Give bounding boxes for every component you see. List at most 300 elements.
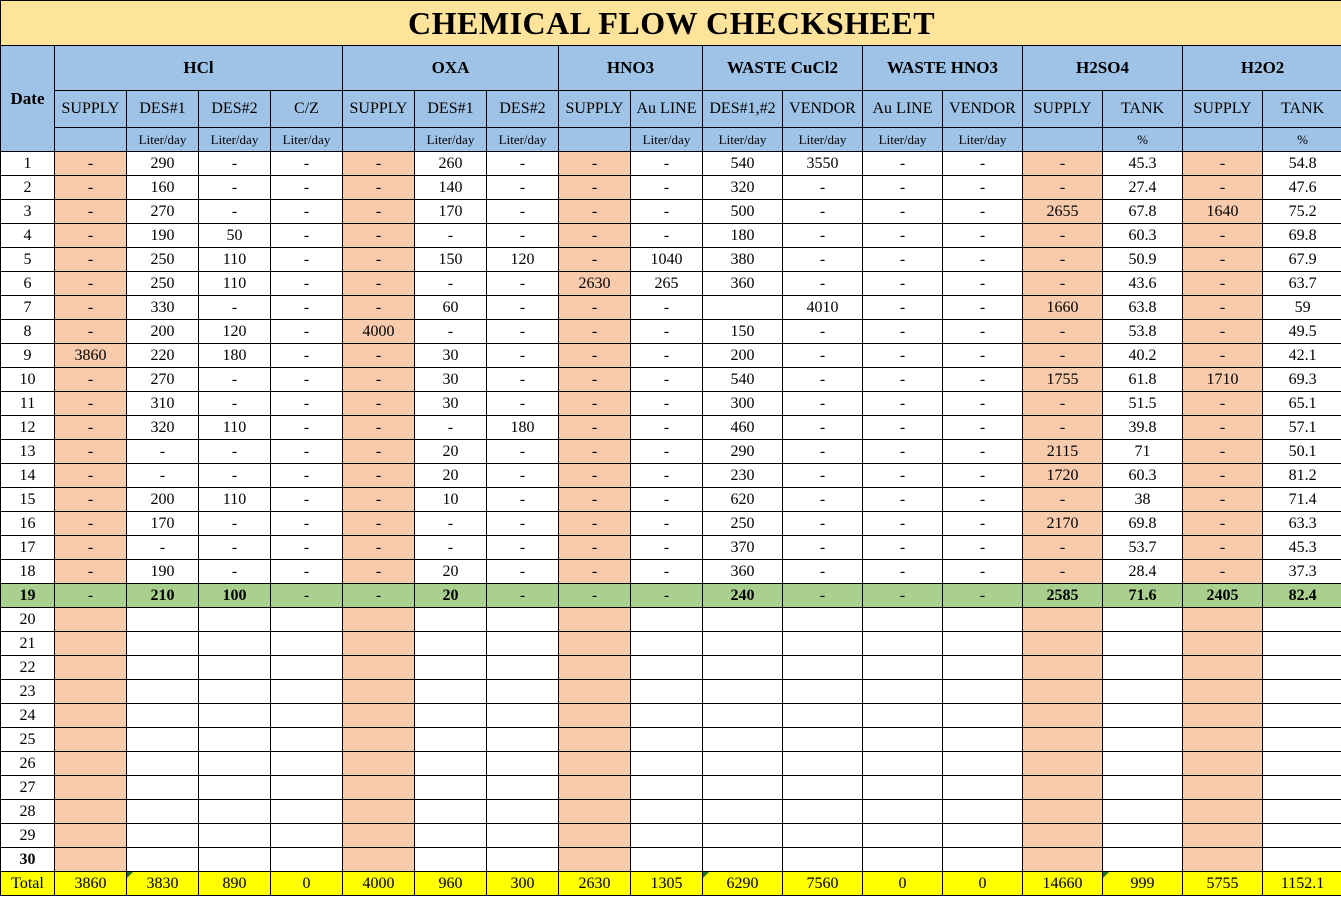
data-cell[interactable] bbox=[1103, 824, 1183, 848]
data-cell[interactable] bbox=[127, 728, 199, 752]
data-cell[interactable]: 260 bbox=[415, 152, 487, 176]
data-cell[interactable]: 20 bbox=[415, 584, 487, 608]
data-cell[interactable]: - bbox=[631, 440, 703, 464]
data-cell[interactable]: - bbox=[783, 440, 863, 464]
data-cell[interactable] bbox=[271, 656, 343, 680]
data-cell[interactable] bbox=[631, 848, 703, 872]
data-cell[interactable] bbox=[1103, 776, 1183, 800]
data-cell[interactable]: - bbox=[343, 224, 415, 248]
data-cell[interactable]: - bbox=[415, 272, 487, 296]
data-cell[interactable]: 460 bbox=[703, 416, 783, 440]
data-cell[interactable]: - bbox=[487, 320, 559, 344]
data-cell[interactable]: 250 bbox=[703, 512, 783, 536]
date-cell[interactable]: 15 bbox=[1, 488, 55, 512]
data-cell[interactable] bbox=[703, 296, 783, 320]
data-cell[interactable]: - bbox=[487, 152, 559, 176]
data-cell[interactable]: - bbox=[343, 512, 415, 536]
data-cell[interactable]: 60 bbox=[415, 296, 487, 320]
data-cell[interactable]: - bbox=[271, 464, 343, 488]
data-cell[interactable]: 150 bbox=[415, 248, 487, 272]
data-cell[interactable]: - bbox=[943, 416, 1023, 440]
data-cell[interactable]: - bbox=[55, 488, 127, 512]
data-cell[interactable] bbox=[199, 728, 271, 752]
data-cell[interactable] bbox=[1103, 752, 1183, 776]
data-cell[interactable]: - bbox=[415, 224, 487, 248]
data-cell[interactable]: - bbox=[783, 392, 863, 416]
data-cell[interactable] bbox=[943, 752, 1023, 776]
data-cell[interactable]: - bbox=[631, 488, 703, 512]
group-hno3[interactable]: HNO3 bbox=[559, 46, 703, 91]
data-cell[interactable] bbox=[127, 704, 199, 728]
data-cell[interactable] bbox=[559, 776, 631, 800]
data-cell[interactable]: - bbox=[1183, 272, 1263, 296]
total-cell[interactable] bbox=[703, 872, 783, 896]
data-cell[interactable] bbox=[487, 824, 559, 848]
date-cell[interactable]: 28 bbox=[1, 800, 55, 824]
data-cell[interactable] bbox=[415, 752, 487, 776]
data-cell[interactable]: 250 bbox=[127, 248, 199, 272]
data-cell[interactable]: 360 bbox=[703, 272, 783, 296]
data-cell[interactable]: 2115 bbox=[1023, 440, 1103, 464]
date-cell[interactable]: 16 bbox=[1, 512, 55, 536]
data-cell[interactable]: - bbox=[943, 560, 1023, 584]
data-cell[interactable]: - bbox=[559, 416, 631, 440]
data-cell[interactable] bbox=[863, 776, 943, 800]
data-cell[interactable]: - bbox=[559, 248, 631, 272]
data-cell[interactable]: 63.7 bbox=[1263, 272, 1341, 296]
data-cell[interactable] bbox=[703, 632, 783, 656]
data-cell[interactable] bbox=[487, 848, 559, 872]
data-cell[interactable]: - bbox=[943, 200, 1023, 224]
data-cell[interactable]: - bbox=[271, 248, 343, 272]
data-cell[interactable]: - bbox=[271, 440, 343, 464]
data-cell[interactable]: - bbox=[1023, 560, 1103, 584]
data-cell[interactable]: 50 bbox=[199, 224, 271, 248]
data-cell[interactable]: 290 bbox=[703, 440, 783, 464]
data-cell[interactable] bbox=[1183, 680, 1263, 704]
data-cell[interactable]: - bbox=[559, 344, 631, 368]
data-cell[interactable] bbox=[559, 800, 631, 824]
data-cell[interactable]: - bbox=[863, 464, 943, 488]
data-cell[interactable]: - bbox=[943, 464, 1023, 488]
data-cell[interactable]: - bbox=[55, 368, 127, 392]
data-cell[interactable]: - bbox=[559, 368, 631, 392]
data-cell[interactable]: - bbox=[631, 368, 703, 392]
data-cell[interactable]: 2170 bbox=[1023, 512, 1103, 536]
data-cell[interactable]: 49.5 bbox=[1263, 320, 1341, 344]
data-cell[interactable]: 110 bbox=[199, 248, 271, 272]
data-cell[interactable]: - bbox=[559, 440, 631, 464]
data-cell[interactable]: 4000 bbox=[343, 320, 415, 344]
data-cell[interactable]: - bbox=[631, 536, 703, 560]
data-cell[interactable]: 60.3 bbox=[1103, 464, 1183, 488]
data-cell[interactable] bbox=[487, 656, 559, 680]
total-cell[interactable] bbox=[1263, 872, 1341, 896]
data-cell[interactable]: - bbox=[863, 200, 943, 224]
data-cell[interactable]: - bbox=[559, 392, 631, 416]
data-cell[interactable]: 100 bbox=[199, 584, 271, 608]
data-cell[interactable] bbox=[343, 704, 415, 728]
unit-cell[interactable] bbox=[559, 128, 631, 152]
data-cell[interactable]: - bbox=[127, 440, 199, 464]
data-cell[interactable] bbox=[1263, 608, 1341, 632]
data-cell[interactable]: - bbox=[631, 320, 703, 344]
data-cell[interactable]: - bbox=[943, 320, 1023, 344]
data-cell[interactable]: - bbox=[631, 344, 703, 368]
data-cell[interactable]: - bbox=[943, 368, 1023, 392]
total-cell[interactable] bbox=[943, 872, 1023, 896]
data-cell[interactable]: - bbox=[1183, 512, 1263, 536]
data-cell[interactable]: - bbox=[343, 344, 415, 368]
data-cell[interactable]: - bbox=[415, 320, 487, 344]
data-cell[interactable]: - bbox=[55, 200, 127, 224]
data-cell[interactable]: 71 bbox=[1103, 440, 1183, 464]
data-cell[interactable]: - bbox=[55, 296, 127, 320]
data-cell[interactable]: - bbox=[1183, 296, 1263, 320]
data-cell[interactable]: 50.9 bbox=[1103, 248, 1183, 272]
data-cell[interactable]: - bbox=[55, 536, 127, 560]
data-cell[interactable]: - bbox=[55, 416, 127, 440]
data-cell[interactable]: - bbox=[199, 560, 271, 584]
data-cell[interactable] bbox=[863, 632, 943, 656]
data-cell[interactable] bbox=[1183, 632, 1263, 656]
data-cell[interactable]: - bbox=[55, 440, 127, 464]
date-cell[interactable]: 22 bbox=[1, 656, 55, 680]
date-cell[interactable]: 5 bbox=[1, 248, 55, 272]
data-cell[interactable] bbox=[271, 704, 343, 728]
unit-cell[interactable] bbox=[55, 128, 127, 152]
unit-cell[interactable] bbox=[1023, 128, 1103, 152]
data-cell[interactable]: - bbox=[1023, 392, 1103, 416]
data-cell[interactable]: - bbox=[271, 344, 343, 368]
data-cell[interactable]: - bbox=[1023, 248, 1103, 272]
data-cell[interactable]: - bbox=[559, 320, 631, 344]
data-cell[interactable]: 500 bbox=[703, 200, 783, 224]
data-cell[interactable]: - bbox=[271, 512, 343, 536]
subcol-header[interactable]: TANK bbox=[1103, 91, 1183, 128]
unit-cell[interactable]: % bbox=[1103, 128, 1183, 152]
data-cell[interactable] bbox=[1023, 824, 1103, 848]
data-cell[interactable]: - bbox=[863, 152, 943, 176]
data-cell[interactable]: 270 bbox=[127, 200, 199, 224]
data-cell[interactable]: - bbox=[415, 536, 487, 560]
data-cell[interactable]: - bbox=[559, 224, 631, 248]
data-cell[interactable] bbox=[783, 608, 863, 632]
data-cell[interactable]: 81.2 bbox=[1263, 464, 1341, 488]
data-cell[interactable]: - bbox=[271, 224, 343, 248]
subcol-header[interactable]: SUPPLY bbox=[1183, 91, 1263, 128]
data-cell[interactable]: - bbox=[783, 536, 863, 560]
data-cell[interactable]: - bbox=[863, 536, 943, 560]
data-cell[interactable]: 160 bbox=[127, 176, 199, 200]
data-cell[interactable]: - bbox=[559, 488, 631, 512]
data-cell[interactable]: 2585 bbox=[1023, 584, 1103, 608]
data-cell[interactable] bbox=[559, 728, 631, 752]
data-cell[interactable]: - bbox=[943, 152, 1023, 176]
data-cell[interactable]: 57.1 bbox=[1263, 416, 1341, 440]
data-cell[interactable] bbox=[1023, 632, 1103, 656]
data-cell[interactable] bbox=[415, 680, 487, 704]
data-cell[interactable]: 330 bbox=[127, 296, 199, 320]
data-cell[interactable]: 320 bbox=[127, 416, 199, 440]
data-cell[interactable]: - bbox=[271, 320, 343, 344]
data-cell[interactable] bbox=[703, 776, 783, 800]
data-cell[interactable]: 200 bbox=[127, 488, 199, 512]
data-cell[interactable] bbox=[943, 608, 1023, 632]
unit-cell[interactable]: Liter/day bbox=[631, 128, 703, 152]
data-cell[interactable] bbox=[1183, 608, 1263, 632]
data-cell[interactable] bbox=[783, 824, 863, 848]
data-cell[interactable] bbox=[1263, 632, 1341, 656]
data-cell[interactable]: 190 bbox=[127, 224, 199, 248]
data-cell[interactable] bbox=[1103, 848, 1183, 872]
data-cell[interactable]: - bbox=[943, 176, 1023, 200]
data-cell[interactable]: 45.3 bbox=[1263, 536, 1341, 560]
data-cell[interactable]: - bbox=[943, 392, 1023, 416]
data-cell[interactable] bbox=[271, 776, 343, 800]
data-cell[interactable]: - bbox=[783, 512, 863, 536]
data-cell[interactable]: - bbox=[863, 344, 943, 368]
data-cell[interactable] bbox=[783, 704, 863, 728]
data-cell[interactable] bbox=[1183, 848, 1263, 872]
data-cell[interactable] bbox=[783, 752, 863, 776]
data-cell[interactable] bbox=[1023, 848, 1103, 872]
data-cell[interactable]: 1720 bbox=[1023, 464, 1103, 488]
data-cell[interactable]: - bbox=[343, 296, 415, 320]
data-cell[interactable]: - bbox=[1183, 176, 1263, 200]
data-cell[interactable] bbox=[863, 752, 943, 776]
data-cell[interactable]: - bbox=[415, 512, 487, 536]
data-cell[interactable]: - bbox=[863, 392, 943, 416]
data-cell[interactable]: 110 bbox=[199, 488, 271, 512]
data-cell[interactable]: - bbox=[271, 368, 343, 392]
subcol-header[interactable]: Au LINE bbox=[631, 91, 703, 128]
data-cell[interactable] bbox=[631, 608, 703, 632]
data-cell[interactable] bbox=[1023, 800, 1103, 824]
data-cell[interactable]: 20 bbox=[415, 464, 487, 488]
data-cell[interactable] bbox=[487, 704, 559, 728]
data-cell[interactable]: - bbox=[1023, 224, 1103, 248]
data-cell[interactable] bbox=[1103, 728, 1183, 752]
total-cell[interactable] bbox=[1183, 872, 1263, 896]
data-cell[interactable]: - bbox=[343, 368, 415, 392]
data-cell[interactable]: - bbox=[783, 416, 863, 440]
date-cell[interactable]: 3 bbox=[1, 200, 55, 224]
data-cell[interactable]: - bbox=[1023, 344, 1103, 368]
data-cell[interactable] bbox=[863, 824, 943, 848]
data-cell[interactable]: - bbox=[1023, 536, 1103, 560]
total-cell[interactable] bbox=[783, 872, 863, 896]
date-cell[interactable]: 1 bbox=[1, 152, 55, 176]
data-cell[interactable]: - bbox=[343, 416, 415, 440]
data-cell[interactable]: 20 bbox=[415, 440, 487, 464]
data-cell[interactable]: - bbox=[863, 488, 943, 512]
data-cell[interactable]: 1710 bbox=[1183, 368, 1263, 392]
data-cell[interactable]: - bbox=[487, 464, 559, 488]
data-cell[interactable]: 38 bbox=[1103, 488, 1183, 512]
data-cell[interactable] bbox=[55, 680, 127, 704]
data-cell[interactable] bbox=[127, 752, 199, 776]
data-cell[interactable]: - bbox=[631, 176, 703, 200]
unit-cell[interactable]: Liter/day bbox=[199, 128, 271, 152]
data-cell[interactable]: - bbox=[783, 560, 863, 584]
data-cell[interactable]: 59 bbox=[1263, 296, 1341, 320]
data-cell[interactable]: - bbox=[127, 464, 199, 488]
data-cell[interactable] bbox=[343, 800, 415, 824]
subcol-header[interactable]: DES#2 bbox=[487, 91, 559, 128]
data-cell[interactable]: - bbox=[863, 416, 943, 440]
data-cell[interactable] bbox=[55, 752, 127, 776]
data-cell[interactable] bbox=[343, 656, 415, 680]
data-cell[interactable] bbox=[487, 728, 559, 752]
data-cell[interactable]: 42.1 bbox=[1263, 344, 1341, 368]
data-cell[interactable]: - bbox=[631, 560, 703, 584]
data-cell[interactable]: - bbox=[943, 224, 1023, 248]
total-cell[interactable] bbox=[559, 872, 631, 896]
data-cell[interactable] bbox=[1103, 608, 1183, 632]
data-cell[interactable] bbox=[1183, 704, 1263, 728]
total-cell[interactable] bbox=[631, 872, 703, 896]
data-cell[interactable]: - bbox=[55, 392, 127, 416]
data-cell[interactable] bbox=[199, 704, 271, 728]
data-cell[interactable] bbox=[1023, 608, 1103, 632]
data-cell[interactable]: 43.6 bbox=[1103, 272, 1183, 296]
data-cell[interactable]: - bbox=[271, 584, 343, 608]
data-cell[interactable]: - bbox=[127, 536, 199, 560]
data-cell[interactable] bbox=[703, 680, 783, 704]
data-cell[interactable]: - bbox=[487, 512, 559, 536]
subcol-header[interactable]: SUPPLY bbox=[55, 91, 127, 128]
data-cell[interactable]: 2655 bbox=[1023, 200, 1103, 224]
date-cell[interactable]: 4 bbox=[1, 224, 55, 248]
data-cell[interactable] bbox=[1023, 752, 1103, 776]
unit-cell[interactable]: Liter/day bbox=[943, 128, 1023, 152]
data-cell[interactable] bbox=[271, 608, 343, 632]
data-cell[interactable]: - bbox=[631, 296, 703, 320]
data-cell[interactable] bbox=[783, 800, 863, 824]
data-cell[interactable] bbox=[271, 680, 343, 704]
data-cell[interactable]: - bbox=[487, 368, 559, 392]
data-cell[interactable]: - bbox=[863, 224, 943, 248]
subcol-header[interactable]: C/Z bbox=[271, 91, 343, 128]
data-cell[interactable] bbox=[1103, 680, 1183, 704]
data-cell[interactable]: 210 bbox=[127, 584, 199, 608]
date-cell[interactable]: 19 bbox=[1, 584, 55, 608]
data-cell[interactable]: - bbox=[271, 416, 343, 440]
data-cell[interactable] bbox=[1103, 656, 1183, 680]
date-cell[interactable]: 30 bbox=[1, 848, 55, 872]
data-cell[interactable]: 265 bbox=[631, 272, 703, 296]
data-cell[interactable] bbox=[199, 848, 271, 872]
data-cell[interactable]: - bbox=[783, 368, 863, 392]
data-cell[interactable] bbox=[415, 848, 487, 872]
data-cell[interactable]: - bbox=[863, 512, 943, 536]
unit-cell[interactable]: Liter/day bbox=[783, 128, 863, 152]
data-cell[interactable]: 51.5 bbox=[1103, 392, 1183, 416]
data-cell[interactable]: - bbox=[55, 464, 127, 488]
date-cell[interactable]: 12 bbox=[1, 416, 55, 440]
data-cell[interactable]: - bbox=[863, 368, 943, 392]
data-cell[interactable]: - bbox=[943, 488, 1023, 512]
data-cell[interactable]: - bbox=[343, 536, 415, 560]
data-cell[interactable]: 170 bbox=[415, 200, 487, 224]
date-cell[interactable]: 24 bbox=[1, 704, 55, 728]
data-cell[interactable] bbox=[1023, 776, 1103, 800]
data-cell[interactable]: 10 bbox=[415, 488, 487, 512]
data-cell[interactable] bbox=[487, 800, 559, 824]
data-cell[interactable]: 1755 bbox=[1023, 368, 1103, 392]
data-cell[interactable]: 2630 bbox=[559, 272, 631, 296]
data-cell[interactable] bbox=[863, 680, 943, 704]
data-cell[interactable] bbox=[559, 656, 631, 680]
subcol-header[interactable]: SUPPLY bbox=[559, 91, 631, 128]
data-cell[interactable]: 71.4 bbox=[1263, 488, 1341, 512]
date-cell[interactable]: 23 bbox=[1, 680, 55, 704]
date-cell[interactable]: 2 bbox=[1, 176, 55, 200]
data-cell[interactable]: 37.3 bbox=[1263, 560, 1341, 584]
data-cell[interactable] bbox=[415, 728, 487, 752]
data-cell[interactable] bbox=[1263, 776, 1341, 800]
data-cell[interactable] bbox=[703, 824, 783, 848]
data-cell[interactable]: - bbox=[343, 152, 415, 176]
unit-cell[interactable]: Liter/day bbox=[863, 128, 943, 152]
data-cell[interactable]: 620 bbox=[703, 488, 783, 512]
data-cell[interactable]: - bbox=[487, 224, 559, 248]
date-cell[interactable]: 26 bbox=[1, 752, 55, 776]
data-cell[interactable]: 1660 bbox=[1023, 296, 1103, 320]
subcol-header[interactable]: DES#1 bbox=[415, 91, 487, 128]
data-cell[interactable]: 300 bbox=[703, 392, 783, 416]
data-cell[interactable]: - bbox=[343, 464, 415, 488]
total-cell[interactable] bbox=[1023, 872, 1103, 896]
data-cell[interactable] bbox=[783, 632, 863, 656]
data-cell[interactable] bbox=[1263, 752, 1341, 776]
unit-cell[interactable]: % bbox=[1263, 128, 1341, 152]
data-cell[interactable] bbox=[863, 704, 943, 728]
data-cell[interactable] bbox=[703, 608, 783, 632]
data-cell[interactable] bbox=[343, 824, 415, 848]
data-cell[interactable]: - bbox=[487, 200, 559, 224]
date-cell[interactable]: 29 bbox=[1, 824, 55, 848]
data-cell[interactable]: - bbox=[559, 560, 631, 584]
data-cell[interactable]: - bbox=[1183, 488, 1263, 512]
data-cell[interactable] bbox=[343, 848, 415, 872]
data-cell[interactable] bbox=[487, 608, 559, 632]
data-cell[interactable] bbox=[1183, 656, 1263, 680]
data-cell[interactable] bbox=[415, 824, 487, 848]
data-cell[interactable]: - bbox=[343, 248, 415, 272]
data-cell[interactable]: - bbox=[271, 296, 343, 320]
data-cell[interactable] bbox=[703, 752, 783, 776]
data-cell[interactable]: - bbox=[487, 488, 559, 512]
data-cell[interactable]: - bbox=[271, 200, 343, 224]
data-cell[interactable]: 71.6 bbox=[1103, 584, 1183, 608]
data-cell[interactable]: - bbox=[559, 464, 631, 488]
data-cell[interactable]: 20 bbox=[415, 560, 487, 584]
data-cell[interactable] bbox=[943, 776, 1023, 800]
data-cell[interactable]: - bbox=[783, 344, 863, 368]
data-cell[interactable]: 360 bbox=[703, 560, 783, 584]
subcol-header[interactable]: VENDOR bbox=[783, 91, 863, 128]
data-cell[interactable] bbox=[863, 608, 943, 632]
data-cell[interactable]: - bbox=[271, 560, 343, 584]
total-cell[interactable] bbox=[863, 872, 943, 896]
date-cell[interactable]: 25 bbox=[1, 728, 55, 752]
data-cell[interactable]: 67.8 bbox=[1103, 200, 1183, 224]
data-cell[interactable]: 220 bbox=[127, 344, 199, 368]
subcol-header[interactable]: TANK bbox=[1263, 91, 1341, 128]
data-cell[interactable] bbox=[271, 632, 343, 656]
